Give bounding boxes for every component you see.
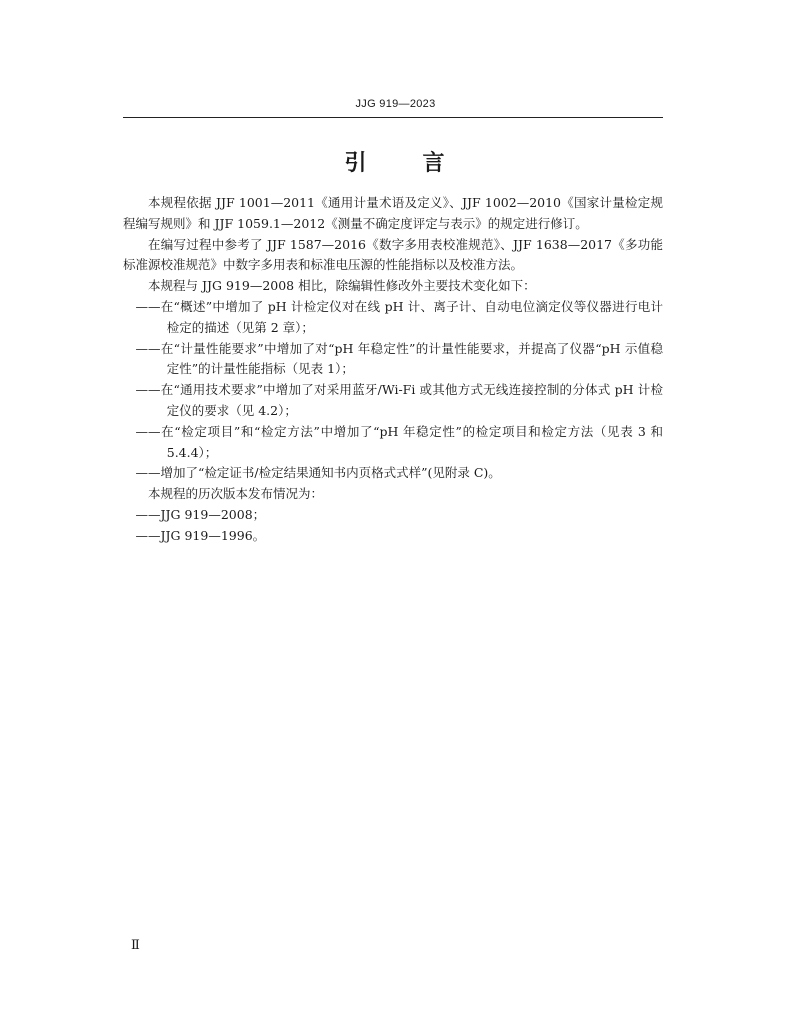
header-rule bbox=[123, 117, 663, 118]
page-number: Ⅱ bbox=[131, 938, 140, 953]
change-item: ——在“检定项目”和“检定方法”中增加了“pH 年稳定性”的检定项目和检定方法（见表 3 和 5.4.4）； bbox=[135, 423, 663, 460]
title-char-right: 言 bbox=[422, 151, 447, 176]
history-item: ——JJG 919—2008； bbox=[135, 506, 266, 522]
change-item: ——增加了“检定证书/检定结果通知书内页格式式样”(见附录 C)。 bbox=[135, 465, 501, 481]
history-item: ——JJG 919—1996。 bbox=[135, 527, 266, 543]
change-item: ——在“通用技术要求”中增加了对采用蓝牙/Wi-Fi 或其他方式无线连接控制的分体式 pH 计检定仪的要求（见 4.2）； bbox=[135, 382, 663, 418]
paragraph-references: 在编写过程中参考了 JJF 1587—2016《数字多用表校准规范》、JJF 1638—2017《多功能标准源校准规范》中数字多用表和标准电压源的性能指标以及校准方法。 bbox=[123, 236, 663, 273]
change-item: ——在“计量性能要求”中增加了对“pH 年稳定性”的计量性能要求，并提高了仪器“pH 示值稳定性”的计量性能指标（见表 1）； bbox=[135, 340, 663, 377]
paragraph-basis: 本规程依据 JJF 1001—2011《通用计量术语及定义》、JJF 1002—2010《国家计量检定规程编写规则》和 JJF 1059.1—2012《测量不确定度评定与表示》的规定进行修订。 bbox=[123, 195, 663, 231]
history-intro: 本规程的历次版本发布情况为： bbox=[148, 486, 324, 502]
foreword-body bbox=[123, 193, 663, 547]
section-title bbox=[0, 146, 791, 177]
document-code: JJG 919—2023 bbox=[355, 98, 436, 110]
title-char-left: 引 bbox=[344, 151, 369, 176]
paragraph-changes-intro: 本规程与 JJG 919—2008 相比，除编辑性修改外主要技术变化如下： bbox=[148, 278, 536, 294]
change-item: ——在“概述”中增加了 pH 计检定仪对在线 pH 计、离子计、自动电位滴定仪等仪器进行电计检定的描述（见第 2 章）； bbox=[135, 298, 663, 335]
